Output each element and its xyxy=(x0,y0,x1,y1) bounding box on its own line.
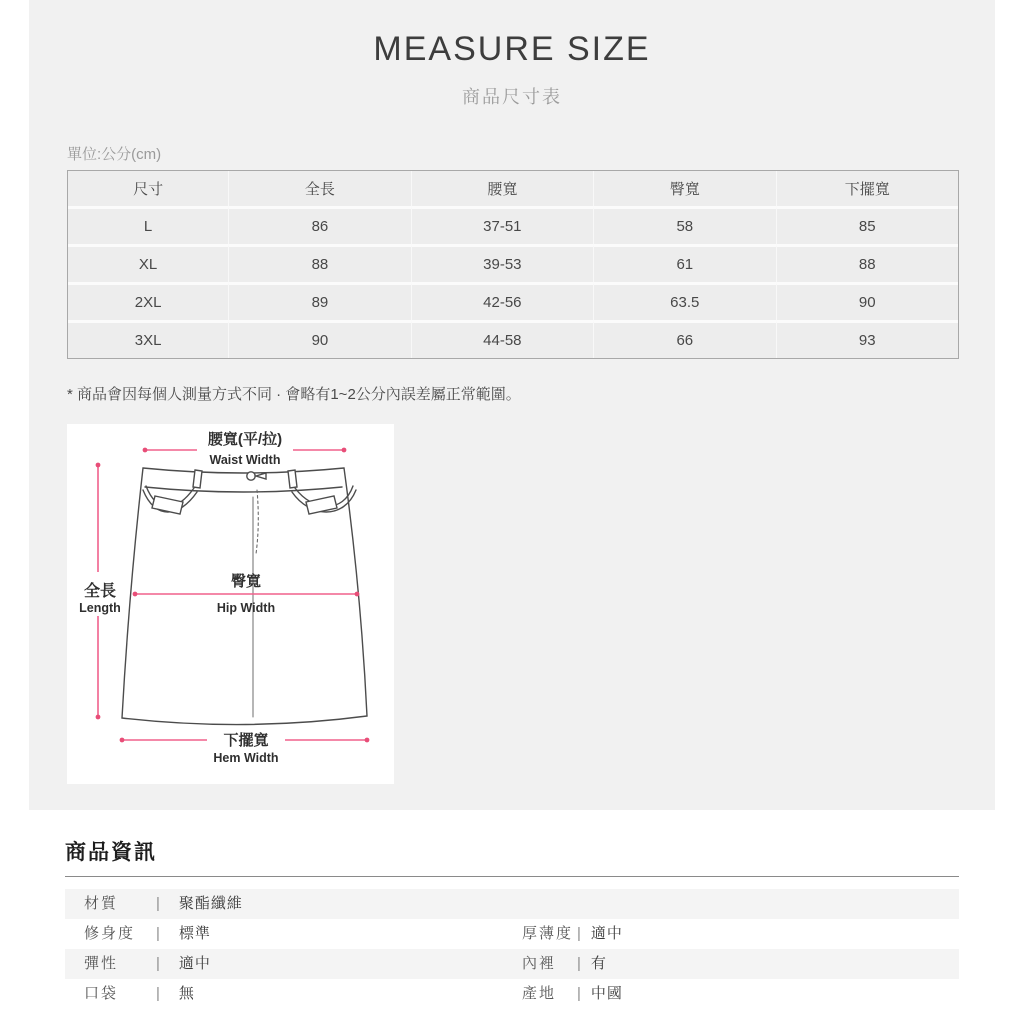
page-subtitle: 商品尺寸表 xyxy=(462,87,562,107)
cell-hip: 63.5 xyxy=(593,282,775,320)
pipe-separator: | xyxy=(156,895,160,912)
size-table xyxy=(67,170,959,359)
size-table-header-row xyxy=(68,171,958,206)
heading-divider xyxy=(65,876,959,877)
table-row xyxy=(68,320,958,358)
measurement-note: * 商品會因每個人測量方式不同 · 會略有1~2公分內誤差屬正常範圍。 xyxy=(67,386,521,403)
product-info-heading: 商品資訊 xyxy=(65,841,157,864)
length-label-zh: 全長 xyxy=(83,583,117,600)
skirt-diagram-svg xyxy=(67,424,394,784)
info-cell xyxy=(65,889,521,919)
info-cell xyxy=(521,919,959,949)
info-cell xyxy=(521,979,959,1009)
info-label: 厚薄度 xyxy=(522,925,574,942)
cell-length: 86 xyxy=(228,206,410,244)
cell-hem: 85 xyxy=(776,206,959,244)
pipe-separator: | xyxy=(577,925,581,942)
cell-hip: 66 xyxy=(593,320,775,358)
col-header-hem: 下擺寬 xyxy=(776,171,959,206)
info-value: 聚酯纖維 xyxy=(178,895,243,912)
cell-length: 88 xyxy=(228,244,410,282)
cell-hem: 88 xyxy=(776,244,959,282)
unit-label: 單位:公分(cm) xyxy=(67,146,162,163)
cell-waist: 37-51 xyxy=(411,206,593,244)
pipe-separator: | xyxy=(156,985,160,1002)
info-value: 標準 xyxy=(178,925,211,942)
skirt-outline xyxy=(122,468,367,725)
info-value: 適中 xyxy=(590,925,623,942)
pipe-separator: | xyxy=(577,955,581,972)
cell-waist: 39-53 xyxy=(411,244,593,282)
cell-length: 89 xyxy=(228,282,410,320)
info-cell xyxy=(521,889,959,919)
info-value: 中國 xyxy=(590,985,623,1002)
table-row xyxy=(68,282,958,320)
cell-hip: 58 xyxy=(593,206,775,244)
hip-label-zh: 臀寬 xyxy=(230,573,262,590)
info-value: 有 xyxy=(590,955,607,972)
cell-hem: 90 xyxy=(776,282,959,320)
info-label: 材質 xyxy=(84,895,119,912)
cell-size: XL xyxy=(68,244,228,282)
info-value: 無 xyxy=(178,985,195,1002)
page-title: MEASURE SIZE xyxy=(373,30,651,68)
size-chart-section xyxy=(29,0,995,810)
hem-label-zh: 下擺寬 xyxy=(223,732,269,749)
info-cell xyxy=(65,979,521,1009)
info-value: 適中 xyxy=(178,955,211,972)
info-cell xyxy=(65,919,521,949)
product-info-section xyxy=(65,836,959,1009)
waist-label-zh: 腰寬(平/拉) xyxy=(207,431,283,448)
cell-size: 3XL xyxy=(68,320,228,358)
info-cell xyxy=(65,949,521,979)
info-label: 彈性 xyxy=(84,955,119,972)
cell-size: 2XL xyxy=(68,282,228,320)
length-label-en: Length xyxy=(79,601,121,615)
table-row xyxy=(68,244,958,282)
info-label: 產地 xyxy=(522,985,557,1002)
cell-hip: 61 xyxy=(593,244,775,282)
hem-label-en: Hem Width xyxy=(213,751,279,765)
col-header-hip: 臀寬 xyxy=(593,171,775,206)
table-row xyxy=(68,206,958,244)
skirt-measurement-diagram xyxy=(67,424,394,784)
cell-hem: 93 xyxy=(776,320,959,358)
info-row-stretch-lining xyxy=(65,949,959,979)
info-row-material xyxy=(65,889,959,919)
cell-waist: 42-56 xyxy=(411,282,593,320)
info-row-fit-thickness xyxy=(65,919,959,949)
hip-label-en: Hip Width xyxy=(216,601,276,615)
pipe-separator: | xyxy=(156,925,160,942)
info-label: 修身度 xyxy=(84,925,136,942)
info-label: 內裡 xyxy=(522,955,557,972)
cell-length: 90 xyxy=(228,320,410,358)
info-row-pocket-origin xyxy=(65,979,959,1009)
col-header-length: 全長 xyxy=(228,171,410,206)
pipe-separator: | xyxy=(156,955,160,972)
info-cell xyxy=(521,949,959,979)
col-header-waist: 腰寬 xyxy=(411,171,593,206)
waist-label-en: Waist Width xyxy=(209,453,281,467)
col-header-size: 尺寸 xyxy=(68,171,228,206)
info-label: 口袋 xyxy=(84,985,119,1002)
pipe-separator: | xyxy=(577,985,581,1002)
cell-size: L xyxy=(68,206,228,244)
product-detail-page xyxy=(29,0,995,1009)
cell-waist: 44-58 xyxy=(411,320,593,358)
